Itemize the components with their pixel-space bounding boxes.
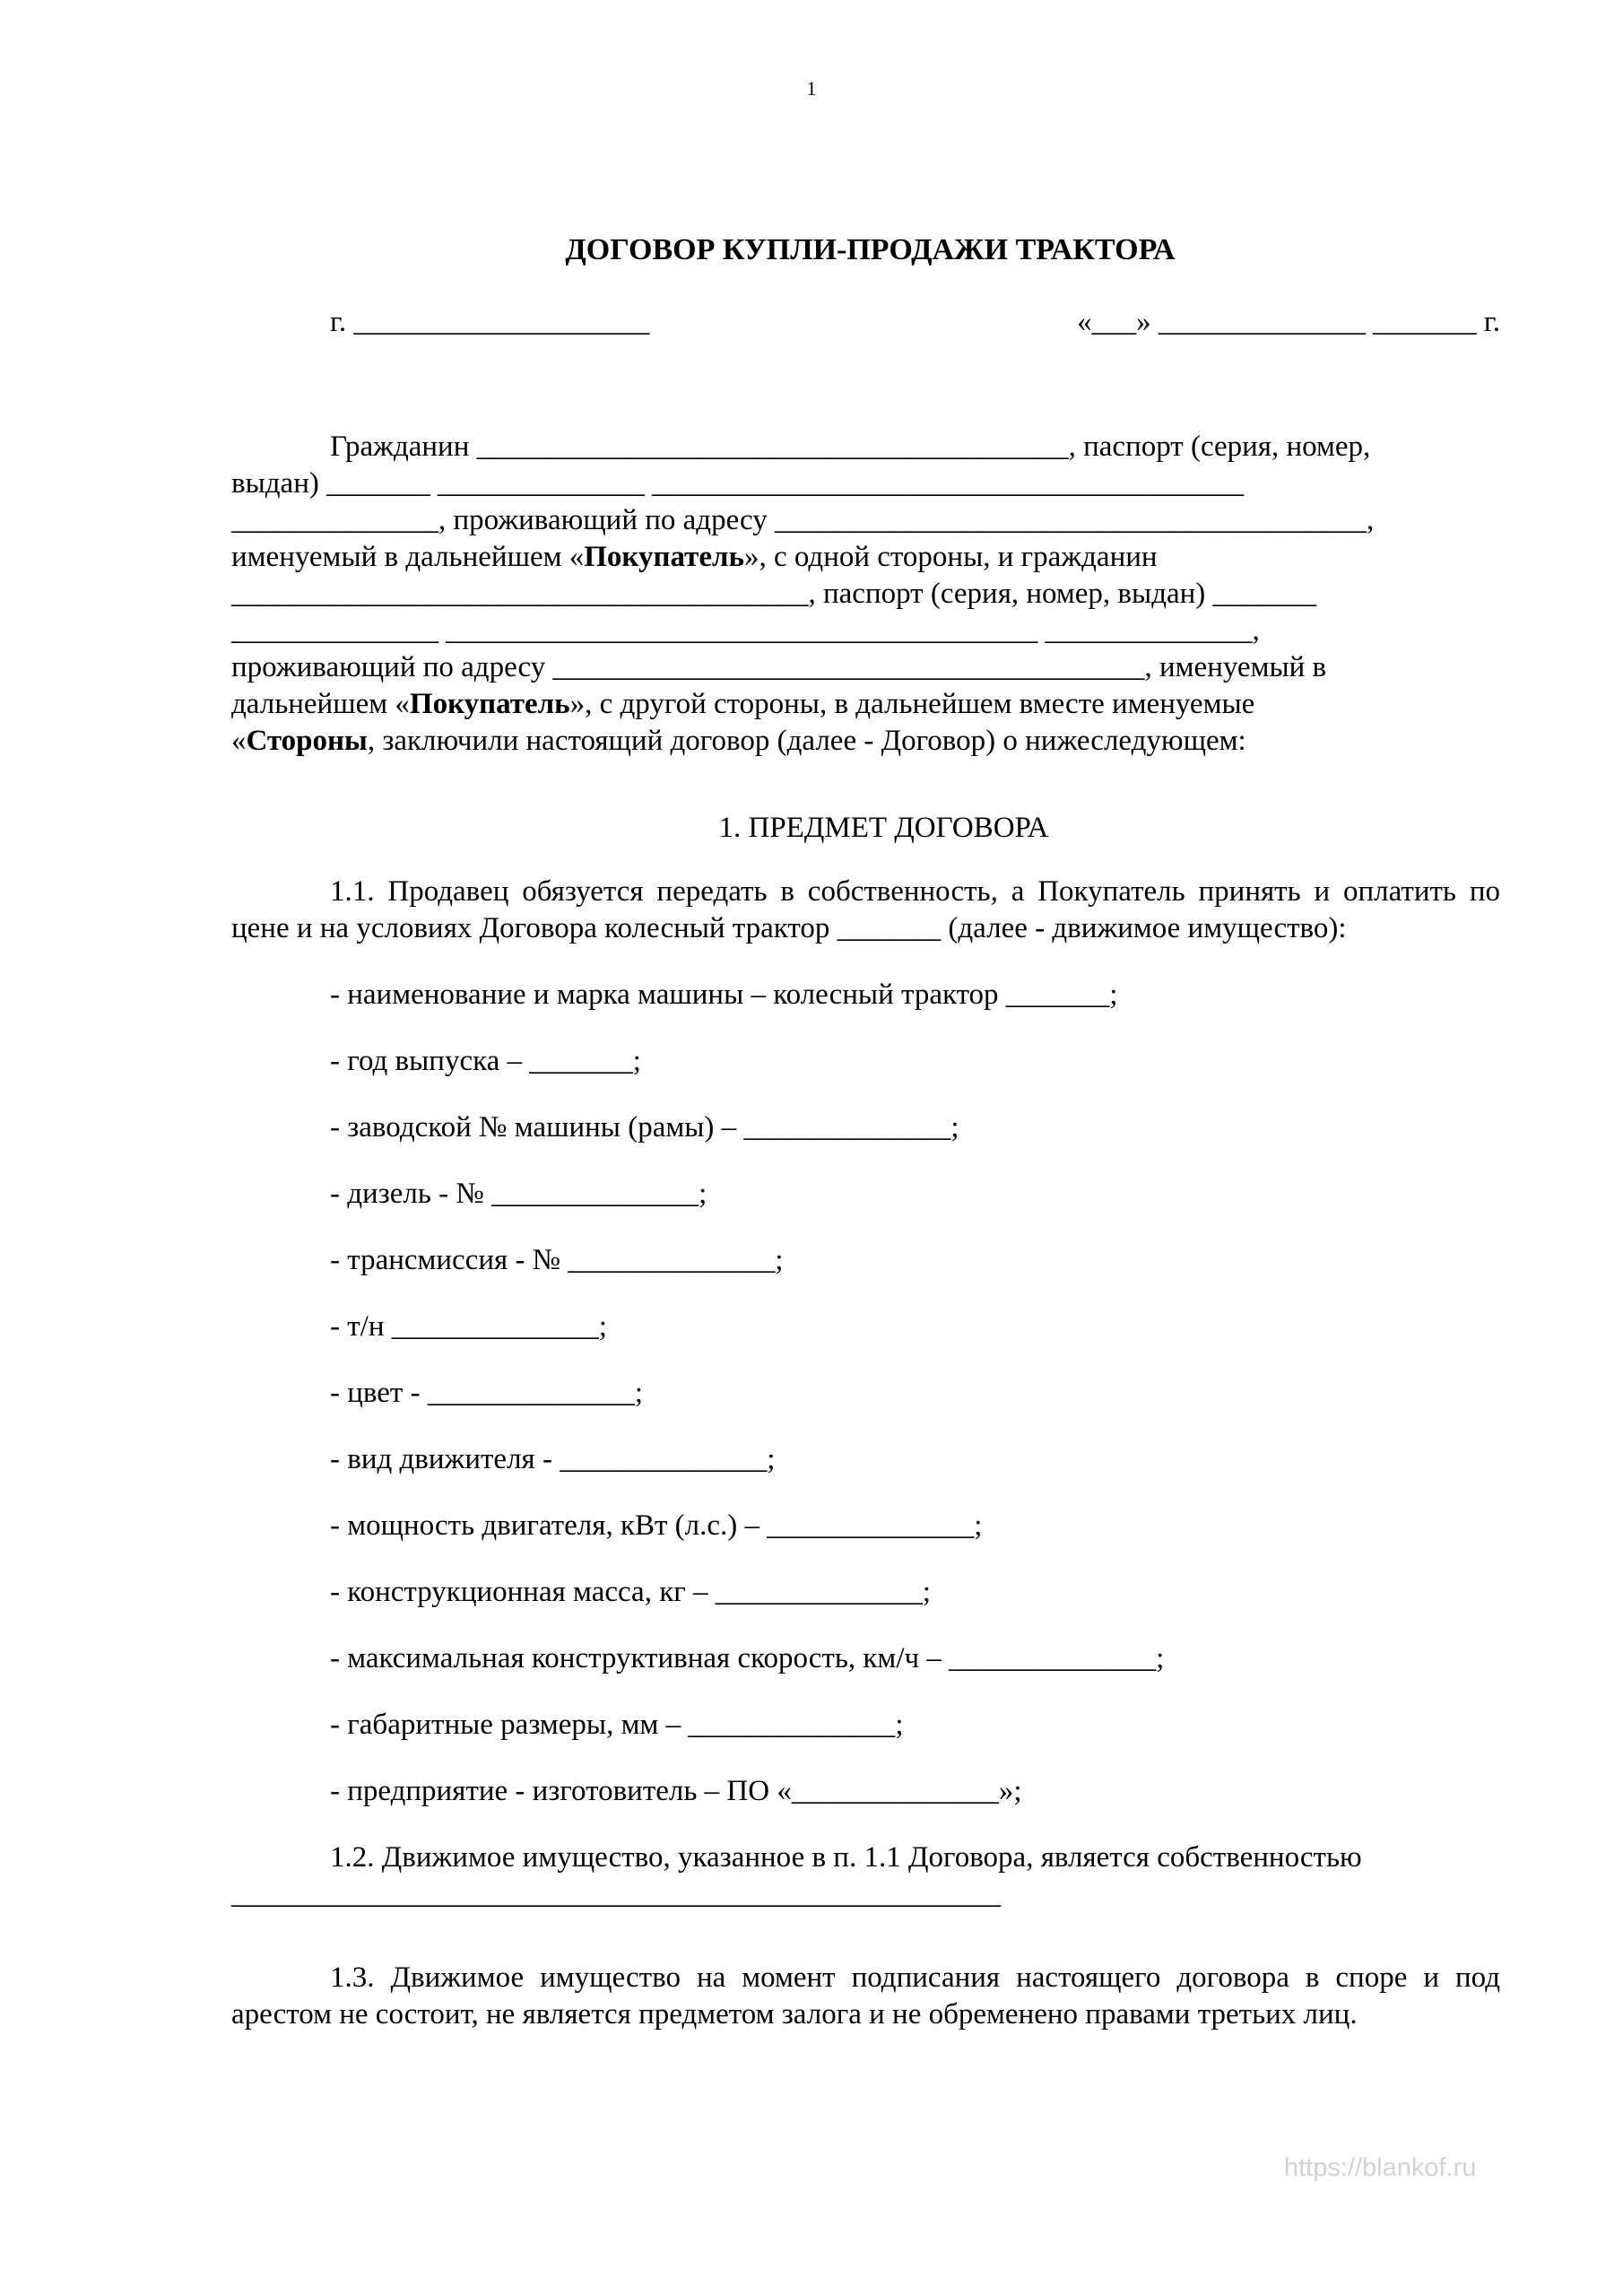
intro-line: дальнейшем «Покупатель», с другой стороны, в дальнейшем вместе именуемые [231,688,1255,720]
list-item: - наименование и марка машины – колесный трактор _______; [330,978,1118,1011]
intro-line: выдан) _______ ______________ ________________________________________ [231,467,1245,500]
document-title: ДОГОВОР КУПЛИ-ПРОДАЖИ ТРАКТОРА [565,233,1176,266]
intro-line: проживающий по адресу ________________________________________, именуемый в [231,651,1327,683]
intro-line: «Стороны, заключили настоящий договор (далее - Договор) о нижеследующем: [231,725,1246,757]
list-item: - вид движителя - ______________; [330,1443,776,1475]
list-item: - габаритные размеры, мм – ______________; [330,1709,904,1741]
document-body [231,231,1500,2033]
list-item: - заводской № машины (рамы) – ______________; [330,1111,959,1144]
parties-term: Стороны [246,725,368,757]
buyer-term: Покупатель [409,688,570,720]
place-date-line [231,304,1500,341]
date-field: «___» ______________ _______ г. [1077,306,1500,338]
list-item: - год выпуска – _______; [330,1045,641,1077]
watermark: https://blankof.ru [1284,2153,1477,2182]
buyer-term: Покупатель [584,541,744,573]
clause-1-2: 1.2. Движимое имущество, указанное в п. 1.1 Договора, является собственностью [330,1841,1362,1874]
section-title: 1. ПРЕДМЕТ ДОГОВОРА [718,812,1049,844]
list-item: - т/н ______________; [330,1310,607,1343]
owner-blank-line: ____________________________________________________ [231,1878,1001,1910]
intro-line: именуемый в дальнейшем «Покупатель», с одной стороны, и гражданин [231,541,1158,573]
list-item: - трансмиссия - № ______________; [330,1244,784,1276]
list-item: - дизель - № ______________; [330,1178,707,1210]
intro-line: ______________ ________________________________________ ______________, [231,614,1260,647]
list-item: - цвет - ______________; [330,1377,644,1409]
intro-line: _______________________________________, паспорт (серия, номер, выдан) _______ [231,578,1317,610]
intro-line: Гражданин ________________________________________, паспорт (серия, номер, [330,430,1371,463]
list-item: - максимальная конструктивная скорость, км/ч – ______________; [330,1642,1165,1674]
tractor-specs-list [231,977,1500,1810]
page-number: 1 [806,77,817,100]
clause-1-3: 1.3. Движимое имущество на момент подписания настоящего договора в споре и под арестом не состоит, не является предметом залога и не обременено правами третьих лиц. [231,1961,1500,2031]
city-field: г. ____________________ [330,306,650,338]
clause-1-1: 1.1. Продавец обязуется передать в собственность, а Покупатель принять и оплатить по цене и на условиях Договора колесный трактор _______ (далее - движимое имущество): [231,875,1500,944]
list-item: - предприятие - изготовитель – ПО «______________»; [330,1775,1022,1807]
parties-paragraph [231,429,1500,760]
list-item: - конструкционная масса, кг – ______________; [330,1576,931,1608]
list-item: - мощность двигателя, кВт (л.с.) – ______________; [330,1509,983,1542]
intro-line: ______________, проживающий по адресу ________________________________________, [231,504,1375,536]
